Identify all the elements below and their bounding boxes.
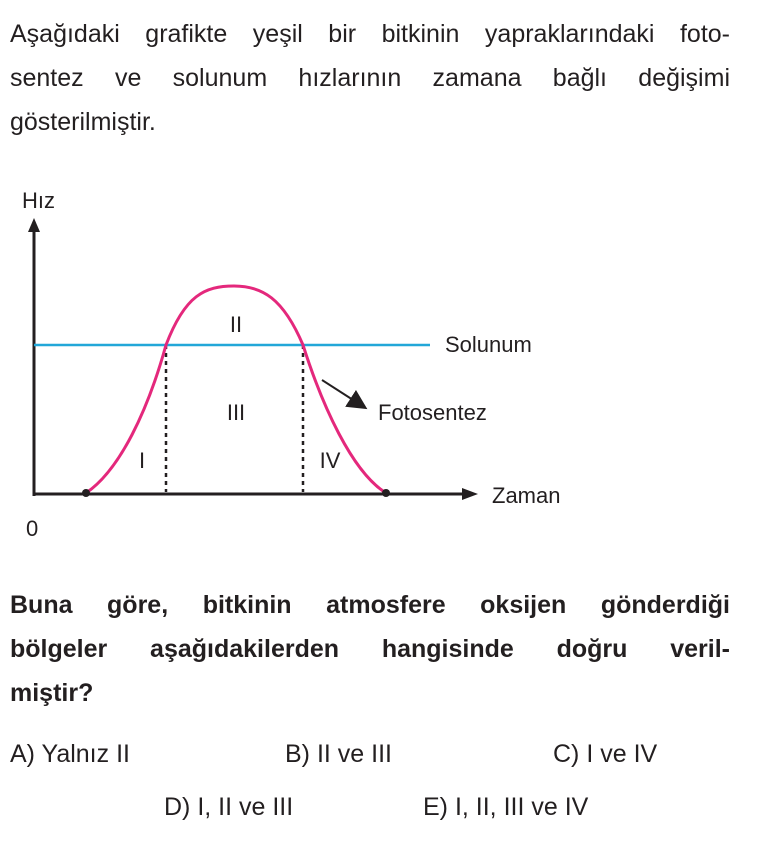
intro-line: gösterilmiştir. <box>10 108 156 136</box>
option-a[interactable]: A) Yalnız II <box>10 740 130 768</box>
rate-chart <box>0 180 620 550</box>
intro-line: Aşağıdaki grafikte yeşil bir bitkinin yapraklarındaki foto- <box>10 20 730 48</box>
region-label-iv: IV <box>319 448 341 473</box>
region-label-i: I <box>138 448 146 473</box>
option-c[interactable]: C) I ve IV <box>553 740 658 768</box>
question-line: miştir? <box>10 679 94 707</box>
region-label-iii: III <box>226 400 246 425</box>
option-d[interactable]: D) I, II ve III <box>164 793 294 821</box>
question-text <box>10 583 730 715</box>
origin-label: 0 <box>26 516 39 541</box>
option-e[interactable]: E) I, II, III ve IV <box>423 793 589 821</box>
series-solunum-label: Solunum <box>445 332 532 357</box>
x-axis-label: Zaman <box>492 483 561 508</box>
question-line: Buna göre, bitkinin atmosfere oksijen gönderdiği <box>10 591 730 619</box>
series-fotosentez-label: Fotosentez <box>378 400 487 425</box>
y-axis-label: Hız <box>22 188 55 213</box>
intro-line: sentez ve solunum hızlarının zamana bağlı değişimi <box>10 64 730 92</box>
x-axis-arrow-icon <box>462 488 478 500</box>
region-label-ii: II <box>229 312 243 337</box>
fotosentez-pointer-arrow <box>322 380 364 407</box>
y-axis-arrow-icon <box>28 218 40 232</box>
option-b[interactable]: B) II ve III <box>285 740 392 768</box>
curve-end-point <box>382 489 390 497</box>
intro-text <box>10 12 730 144</box>
curve-start-point <box>82 489 90 497</box>
question-line: bölgeler aşağıdakilerden hangisinde doğru veril- <box>10 635 730 663</box>
